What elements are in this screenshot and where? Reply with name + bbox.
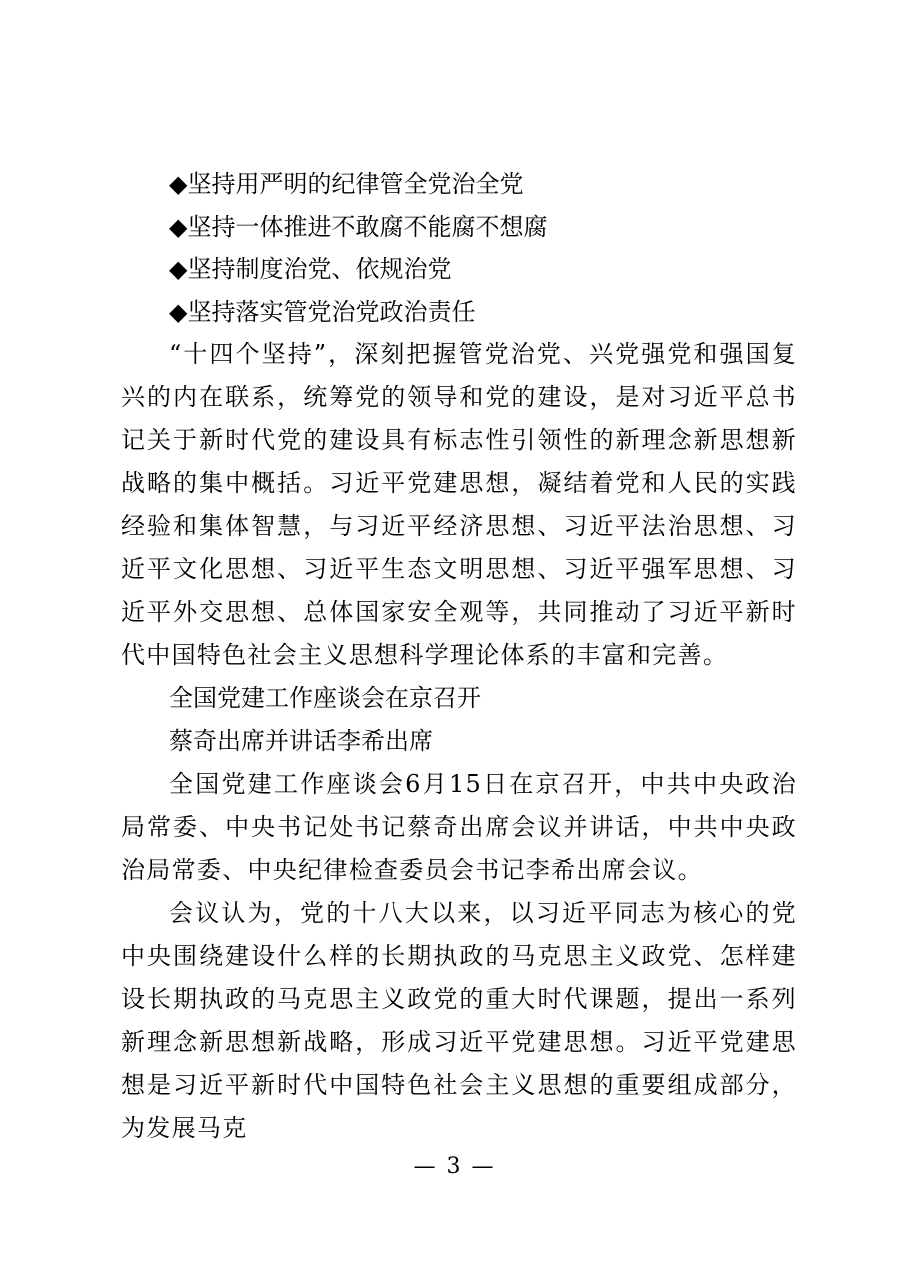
news-paragraph: 全国党建工作座谈会6月15日在京召开，中共中央政治局常委、中央书记处书记蔡奇出席会议并讲话，中共中央政治局常委、中央纪律检查委员会书记李希出席会议。	[121, 770, 797, 884]
bullet-item	[121, 248, 797, 291]
bullet-text: 坚持一体推进不敢腐不能腐不想腐	[187, 212, 548, 241]
page-number: — 3 —	[413, 1154, 496, 1179]
bullet-item	[121, 163, 797, 206]
bullet-item	[121, 291, 797, 334]
diamond-bullet-icon: ◆	[169, 212, 188, 241]
diamond-bullet-icon: ◆	[169, 170, 188, 198]
bullet-text: 坚持制度治党、依规治党	[187, 255, 452, 283]
bullet-item	[121, 206, 797, 249]
summary-paragraph: “十四个坚持”，深刻把握管党治党、兴党强党和强国复兴的内在联系，统筹党的领导和党的建设，是对习近平总书记关于新时代党的建设具有标志性引领性的新理念新思想新战略的集中概括。习近平党建思想，凝结着党和人民的实践经验和集体智慧，与习近平经济思想、习近平法治思想、习近平文化思想、习近平生态文明思想、习近平强军思想、习近平外交思想、总体国家安全观等，共同推动了习近平新时代中国特色社会主义思想科学理论体系的丰富和完善。	[121, 340, 797, 669]
diamond-bullet-icon: ◆	[169, 255, 188, 283]
news-title: 全国党建工作座谈会在京召开	[169, 684, 481, 712]
bullet-text: 坚持落实管党治党政治责任	[187, 297, 476, 326]
bullet-text: 坚持用严明的纪律管全党治全党	[187, 170, 524, 198]
meeting-paragraph: 会议认为，党的十八大以来，以习近平同志为核心的党中央围绕建设什么样的长期执政的马克思主义政党、怎样建设长期执政的马克思主义政党的重大时代课题，提出一系列新理念新思想新战略，形成习近平党建思想。习近平党建思想是习近平新时代中国特色社会主义思想的重要组成部分，为发展马克	[121, 899, 797, 1142]
news-subtitle: 蔡奇出席并讲话李希出席	[169, 727, 433, 755]
diamond-bullet-icon: ◆	[169, 297, 188, 326]
document-body	[121, 163, 797, 1150]
